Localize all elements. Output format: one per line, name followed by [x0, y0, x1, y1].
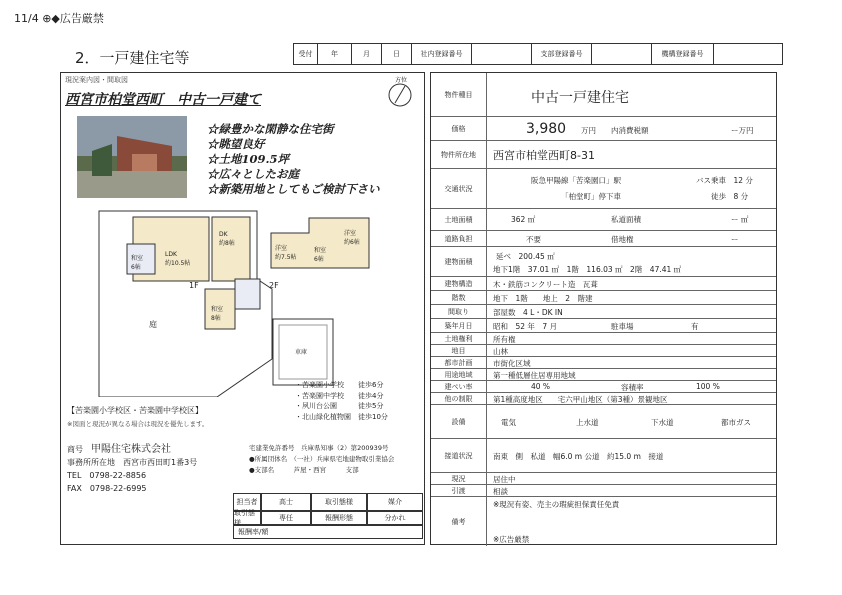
company-info: 商号 甲陽住宅株式会社 事務所所在地 西宮市西田町1番3号 TEL 0798-22-8856 FAX 0798-22-6995	[67, 444, 198, 493]
row-built-date: 築年月日 昭和 52 年 7 月 駐車場 有	[431, 319, 776, 333]
received-label: 受付	[294, 44, 318, 64]
left-panel	[60, 72, 425, 545]
room-dk: DK 約8帖	[219, 231, 235, 247]
garage-label: 車庫	[295, 349, 308, 356]
row-land-category: 地目 山林	[431, 345, 776, 357]
internal-no-label: 社内登録番号	[412, 44, 472, 64]
room-living: LDK 約10.5帖	[165, 251, 191, 267]
house-photo	[77, 116, 187, 198]
highlight-2: ☆眺望良好	[207, 137, 265, 151]
sign-table: 担当者 高士 取引態様 媒介 取引態様 専任 報酬形態 分かれ 報酬率/額	[233, 493, 423, 541]
row-land-right: 土地権利 所有権	[431, 333, 776, 345]
property-detail-table	[430, 72, 777, 545]
room-2f-1: 洋室 約7.5帖	[275, 245, 297, 261]
row-delivery: 引渡 相談	[431, 485, 776, 497]
bureau-no-label: 機構登録番号	[652, 44, 714, 64]
nearby-facilities: ・苦楽園小学校 徒歩6分 ・苦楽園中学校 徒歩4分 ・夙川台公園 徒歩5分 ・北山緑化植物園 徒歩10分	[295, 381, 388, 421]
row-floors: 階数 地下 1階 地上 2 階建	[431, 291, 776, 305]
room-japanese-2: 和室 8帖	[211, 306, 224, 322]
row-road-access: 接道状況 南東 側 私道 幅6.0 m 公道 約15.0 m 接道	[431, 439, 776, 473]
highlight-3: ☆土地109.5坪	[207, 152, 290, 166]
row-price: 価格 3,980 万円 内消費税額 ー万円	[431, 117, 776, 141]
section-title: 2．一戸建住宅等	[75, 49, 190, 67]
garage-plan	[271, 317, 335, 387]
highlight-5: ☆新築用地としてもご検討下さい	[207, 182, 380, 196]
property-title: 西宮市柏堂西町 中古一戸建て	[65, 92, 261, 108]
school-district: 【苦楽園小学校区・苦楽園中学校区】	[67, 406, 203, 415]
row-current: 現況 居住中	[431, 473, 776, 485]
header-date-line: 11/4 ⊕◆広告厳禁	[14, 12, 104, 25]
row-type: 物件種目 中古一戸建住宅	[431, 73, 776, 117]
row-building-area: 建物面積 延べ 200.45 ㎡ 地下1階 37.01 ㎡ 1階 116.03 ㎡ 2階 47.41 ㎡	[431, 247, 776, 277]
room-japanese-1: 和室 6帖	[131, 255, 144, 271]
plan-note: ※図面と現況が異なる場合は現況を優先します。	[67, 420, 209, 428]
row-road-burden: 道路負担 不要 借地権 ー	[431, 231, 776, 247]
registration-strip: 受付 年 月 日 社内登録番号 支部登録番号 機構登録番号	[293, 43, 783, 65]
room-2f-3: 洋室 約6帖	[344, 230, 360, 246]
compass-icon	[383, 75, 417, 109]
row-restrictions: 他の制限 第1種高度地区 宅六甲山地区（第3種）景観地区	[431, 393, 776, 405]
row-transport: 交通状況 阪急甲陽線「苦楽園口」駅 バス乗車 12 分 「柏堂町」停下車 徒歩 8 分	[431, 169, 776, 209]
row-structure: 建物構造 木・鉄筋コンクリート造 瓦葺	[431, 277, 776, 291]
floor-1f-label: 1F	[189, 281, 199, 290]
row-land: 土地面積 362 ㎡ 私道面積 ー ㎡	[431, 209, 776, 231]
highlight-4: ☆広々としたお庭	[207, 167, 299, 181]
floor-2f-label: 2F	[269, 281, 279, 290]
license-info: 宅建業免許番号 兵庫県知事（2）第200939号 ●所属団体名 （一社）兵庫県宅地建物取引業協会 ●支部名 芦屋・西宮 支部	[249, 444, 395, 474]
row-address: 物件所在地 西宮市柏堂西町8-31	[431, 141, 776, 169]
row-facilities: 設備 電気 上水道 下水道 都市ガス	[431, 405, 776, 439]
caption: 現況案内図・間取図	[65, 76, 128, 84]
floor-plan-2f	[269, 213, 379, 275]
svg-text:方位: 方位	[395, 77, 408, 84]
room-garden: 庭	[149, 320, 157, 329]
row-city-plan: 都市計画 市街化区域	[431, 357, 776, 369]
highlight-1: ☆緑豊かな閑静な住宅街	[207, 122, 334, 136]
row-layout: 間取り 部屋数 4 L・DK IN	[431, 305, 776, 319]
branch-no-label: 支部登録番号	[532, 44, 592, 64]
row-coverage: 建ぺい率 40 % 容積率 100 %	[431, 381, 776, 393]
row-remarks: 備考 ※現況有姿、売主の瑕疵担保責任免責 ※広告厳禁	[431, 497, 776, 546]
row-zoning: 用途地域 第一種低層住居専用地域	[431, 369, 776, 381]
room-2f-2: 和室 6帖	[314, 247, 327, 263]
